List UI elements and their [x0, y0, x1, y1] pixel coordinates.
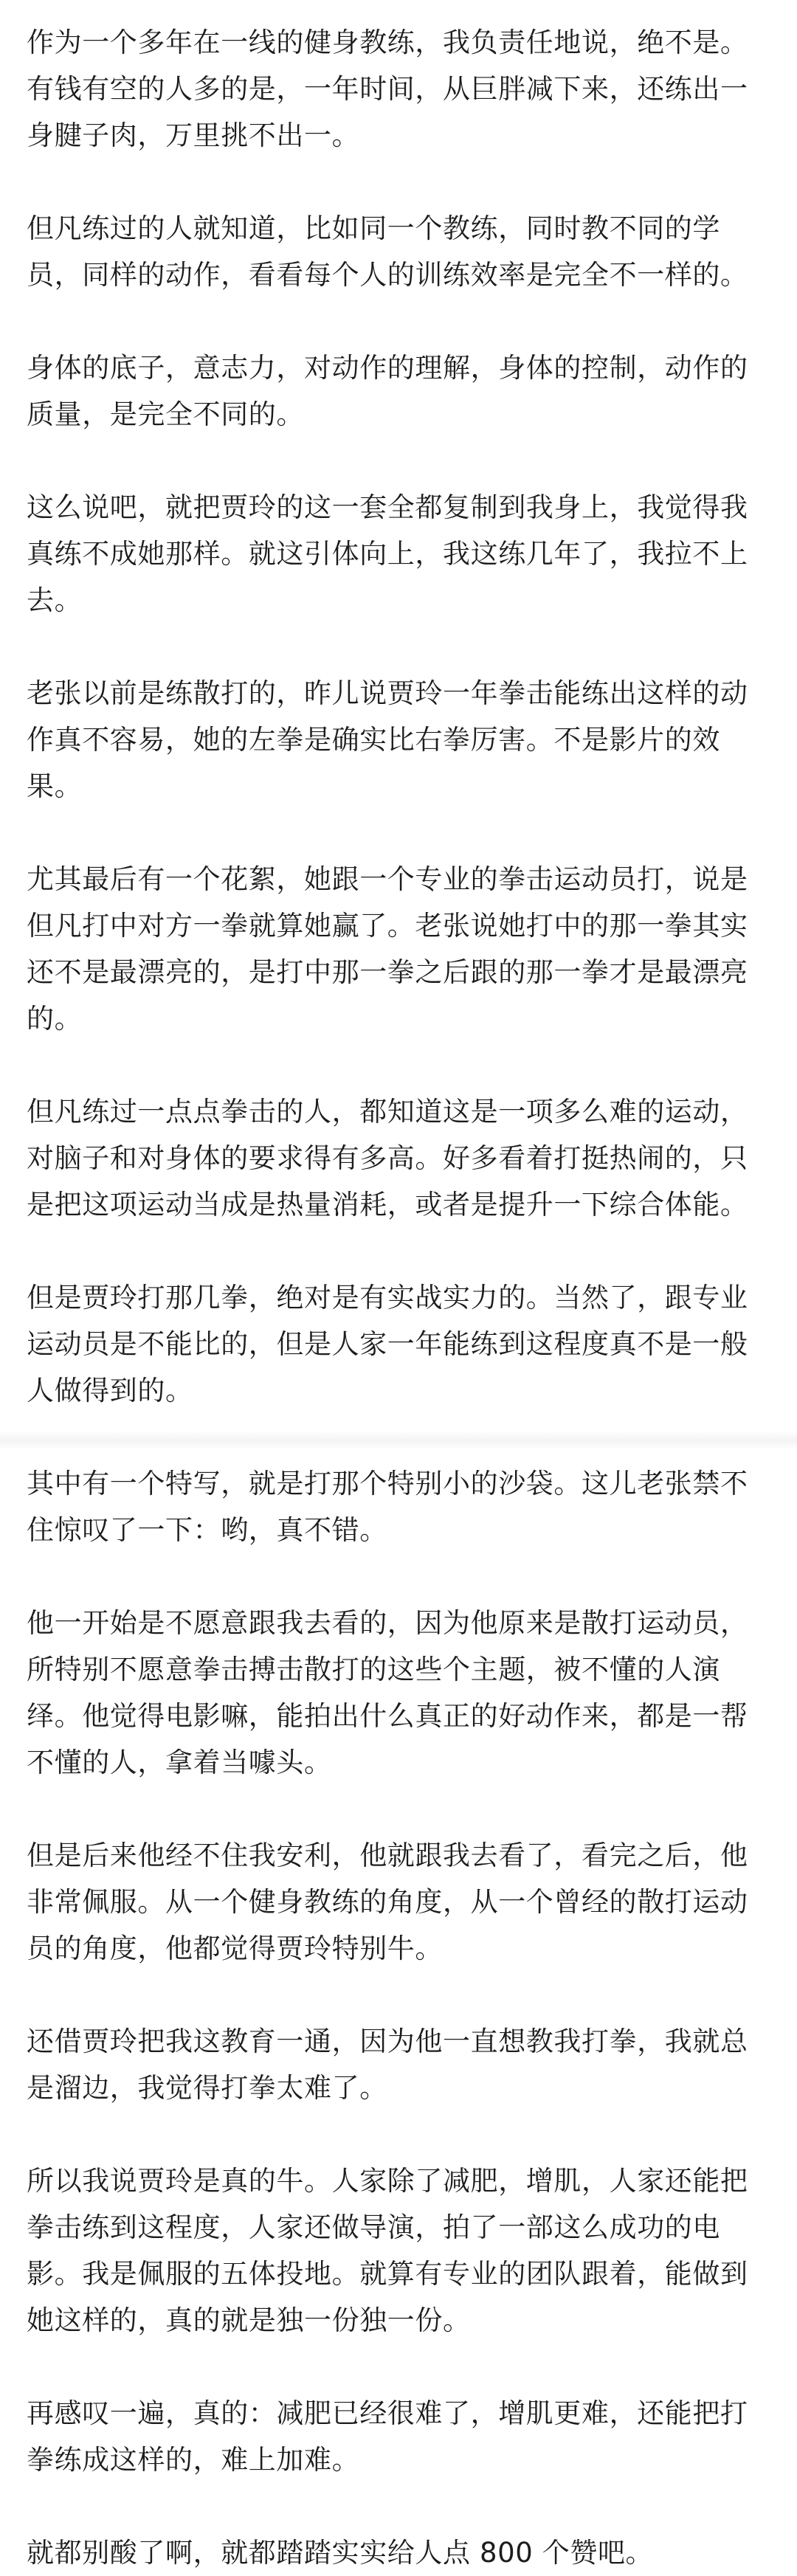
paragraph: 这么说吧，就把贾玲的这一套全都复制到我身上，我觉得我真练不成她那样。就这引体向上，我这练几年了，我拉不上去。: [27, 491, 748, 616]
paragraph: 老张以前是练散打的，昨儿说贾玲一年拳击能练出这样的动作真不容易，她的左拳是确实比右拳厉害。不是影片的效果。: [27, 677, 748, 802]
paragraph: 但是后来他经不住我安利，他就跟我去看了，看完之后，他非常佩服。从一个健身教练的角度，从一个曾经的散打运动员的角度，他都觉得贾玲特别牛。: [27, 1840, 748, 1964]
paragraph: 但凡练过一点点拳击的人，都知道这是一项多么难的运动，对脑子和对身体的要求得有多高。好多看着打挺热闹的，只是把这项运动当成是热量消耗，或者是提升一下综合体能。: [27, 1096, 748, 1220]
paragraph: 身体的底子，意志力，对动作的理解，身体的控制，动作的质量，是完全不同的。: [27, 352, 748, 430]
article-body: [27, 19, 775, 2576]
paragraph: 其中有一个特写，就是打那个特别小的沙袋。这儿老张禁不住惊叹了一下：哟，真不错。: [27, 1468, 748, 1546]
paragraph: 所以我说贾玲是真的牛。人家除了减肥，增肌，人家还能把拳击练到这程度，人家还做导演，拍了一部这么成功的电影。我是佩服的五体投地。就算有专业的团队跟着，能做到她这样的，真的就是独一份独一份。: [27, 2165, 748, 2336]
paragraph: 他一开始是不愿意跟我去看的，因为他原来是散打运动员，所特别不愿意拳击搏击散打的这些个主题，被不懂的人演绎。他觉得电影嘛，能拍出什么真正的好动作来，都是一帮不懂的人，拿着当噱头。: [27, 1607, 748, 1778]
paragraph: 就都别酸了啊，就都踏踏实实给人点 800 个赞吧。: [27, 2537, 654, 2569]
paragraph: 但是贾玲打那几拳，绝对是有实战实力的。当然了，跟专业运动员是不能比的，但是人家一年能练到这程度真不是一般人做得到的。: [27, 1282, 748, 1406]
paragraph: 但凡练过的人就知道，比如同一个教练，同时教不同的学员，同样的动作，看看每个人的训练效率是完全不一样的。: [27, 213, 748, 291]
paragraph: 还借贾玲把我这教育一通，因为他一直想教我打拳，我就总是溜边，我觉得打拳太难了。: [27, 2026, 748, 2104]
paragraph: 再感叹一遍，真的：减肥已经很难了，增肌更难，还能把打拳练成这样的，难上加难。: [27, 2397, 748, 2476]
paragraph: 作为一个多年在一线的健身教练，我负责任地说，绝不是。有钱有空的人多的是，一年时间，从巨胖减下来，还练出一身腱子肉，万里挑不出一。: [27, 27, 748, 151]
paragraph: 尤其最后有一个花絮，她跟一个专业的拳击运动员打，说是但凡打中对方一拳就算她赢了。老张说她打中的那一拳其实还不是最漂亮的，是打中那一拳之后跟的那一拳才是最漂亮的。: [27, 863, 748, 1035]
screenshot-seam: [0, 1431, 797, 1450]
